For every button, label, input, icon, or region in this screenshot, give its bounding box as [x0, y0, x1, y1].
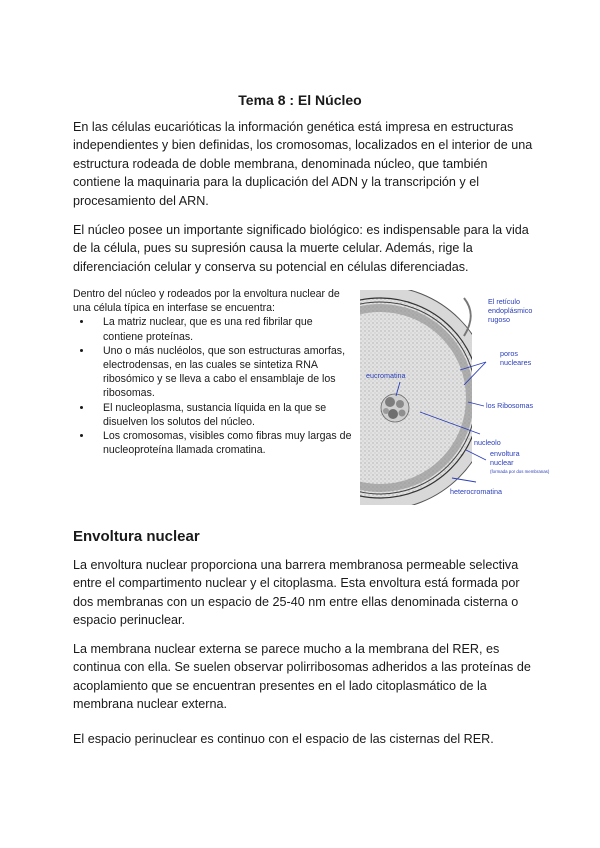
section-heading: Envoltura nuclear: [73, 528, 200, 545]
intro-paragraph-2: El núcleo posee un importante significado biológico: es indispensable para la vida de la célula, pues su supresión causa la muerte celular. Además, rige la diferenciación celular y conserva su potencial en células diferenciadas.: [73, 223, 529, 274]
label-reticulo-2: endoplásmico: [488, 306, 533, 315]
section-paragraph-3: El espacio perinuclear es continuo con el espacio de las cisternas del RER.: [73, 732, 494, 746]
nucleus-components-list: [73, 315, 355, 457]
label-eucromatina: eucromatina: [366, 371, 406, 380]
nucleolus-shape: [381, 394, 409, 422]
page-title: Tema 8 : El Núcleo: [238, 92, 362, 108]
list-item: • La matriz nuclear, que es una red fibrilar que contiene proteínas.: [93, 315, 355, 343]
label-reticulo-1: El retículo: [488, 297, 520, 306]
list-item: • El nucleoplasma, sustancia líquida en la que se disuelven los solutos del núcleo.: [93, 401, 355, 429]
nucleus-components-block: [73, 287, 355, 457]
intro-paragraph-1: En las células eucarióticas la información genética está impresa en estructuras independientes y bien definidas, los cromosomas, localizados en el interior de una estructura rodeada de doble membrana, denominada núcleo, que también contiene la maquinaria para la duplicación del ADN y la transcripción y el procesamiento del ARN.: [73, 120, 533, 208]
list-intro: Dentro del núcleo y rodeados por la envoltura nuclear de una célula típica en interfase se encuentra:: [73, 288, 340, 315]
section-paragraph-1: La envoltura nuclear proporciona una barrera membranosa permeable selectiva entre el compartimento nuclear y el citoplasma. Esta envoltura está formada por dos membranas con un espacio de 25-40 nm entre ellas denominada cisterna o espacio perinuclear.: [73, 558, 520, 628]
label-heterocromatina: heterocromatina: [450, 487, 502, 496]
label-reticulo-3: rugoso: [488, 315, 510, 324]
nucleus-diagram: [360, 290, 560, 505]
label-envoltura-2: nuclear: [490, 458, 514, 467]
label-poros-1: poros: [500, 349, 518, 358]
list-item: • Uno o más nucléolos, que son estructuras amorfas, electrodensas, en las cuales se sintetiza RNA ribosómico y se lleva a cabo el ensamblaje de los ribosomas.: [93, 344, 355, 401]
nucleus-cross-section: [360, 290, 492, 505]
label-envoltura-1: envoltura: [490, 449, 520, 458]
label-nucleolo: nucleolo: [474, 438, 501, 447]
label-poros-2: nucleares: [500, 358, 532, 367]
label-envoltura-note: (formada por dos membranas): [490, 469, 550, 474]
section-paragraph-2: La membrana nuclear externa se parece mucho a la membrana del RER, es continua con ella. Se suelen observar polirribosomas adheridos a las proteínas de acoplamiento que se encuentran presentes en el lado citoplasmático de la membrana nuclear externa.: [73, 642, 531, 712]
list-item: • Los cromosomas, visibles como fibras muy largas de nucleoproteína llamada cromatina.: [93, 429, 355, 457]
label-ribosomas: los Ribosomas: [486, 401, 534, 410]
